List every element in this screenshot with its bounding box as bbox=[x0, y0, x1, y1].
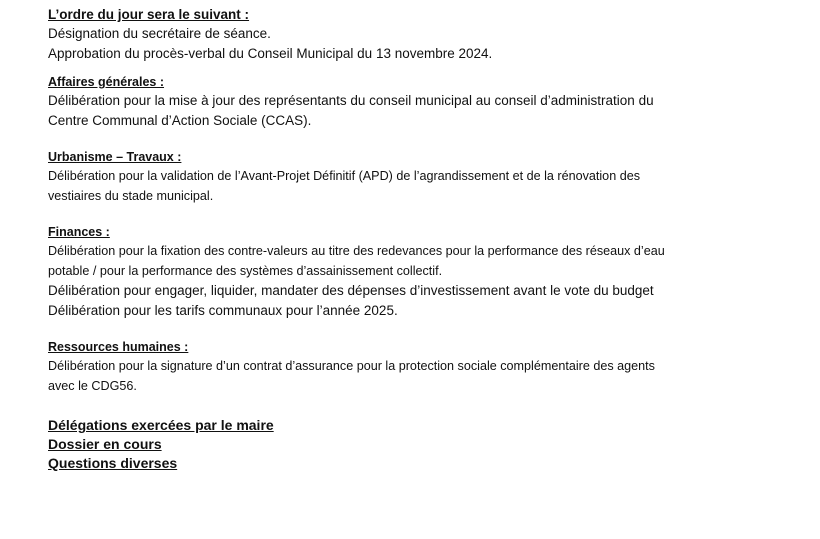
ressources-humaines-heading: Ressources humaines : bbox=[48, 340, 189, 354]
urbanisme-line-2: vestiaires du stade municipal. bbox=[48, 189, 214, 203]
finances-line-1: Délibération pour la fixation des contre-valeurs au titre des redevances pour la performance des réseaux d’eau bbox=[48, 244, 665, 258]
urbanisme-line-1: Délibération pour la validation de l’Avant-Projet Définitif (APD) de l’agrandissement et de la rénovation des bbox=[48, 169, 640, 183]
finances-line-3: Délibération pour engager, liquider, mandater des dépenses d’investissement avant le vote du budget bbox=[48, 283, 654, 298]
intro-heading: L’ordre du jour sera le suivant : bbox=[48, 7, 250, 22]
ressources-humaines-line-1: Délibération pour la signature d’un contrat d’assurance pour la protection sociale complémentaire des agents bbox=[48, 359, 655, 373]
finances-line-2: potable / pour la performance des systèmes d’assainissement collectif. bbox=[48, 264, 443, 278]
section-ressources-humaines bbox=[48, 339, 808, 396]
finances-heading: Finances : bbox=[48, 225, 110, 239]
section-affaires-generales bbox=[48, 74, 808, 131]
urbanisme-heading: Urbanisme – Travaux : bbox=[48, 150, 182, 164]
intro-line-secretaire: Désignation du secrétaire de séance. bbox=[48, 26, 271, 41]
section-closing bbox=[48, 416, 808, 473]
closing-questions-diverses: Questions diverses bbox=[48, 455, 178, 471]
finances-line-4: Délibération pour les tarifs communaux pour l’année 2025. bbox=[48, 303, 398, 318]
affaires-generales-line-2: Centre Communal d’Action Sociale (CCAS). bbox=[48, 113, 312, 128]
section-finances bbox=[48, 224, 808, 321]
agenda-document bbox=[48, 6, 808, 473]
section-intro bbox=[48, 6, 808, 64]
affaires-generales-line-1: Délibération pour la mise à jour des représentants du conseil municipal au conseil d’administration du bbox=[48, 93, 654, 108]
ressources-humaines-line-2: avec le CDG56. bbox=[48, 379, 137, 393]
closing-dossier-en-cours: Dossier en cours bbox=[48, 436, 162, 452]
section-urbanisme bbox=[48, 149, 808, 206]
intro-line-proces-verbal: Approbation du procès-verbal du Conseil Municipal du 13 novembre 2024. bbox=[48, 46, 493, 61]
affaires-generales-heading: Affaires générales : bbox=[48, 75, 165, 89]
closing-delegations: Délégations exercées par le maire bbox=[48, 417, 274, 433]
